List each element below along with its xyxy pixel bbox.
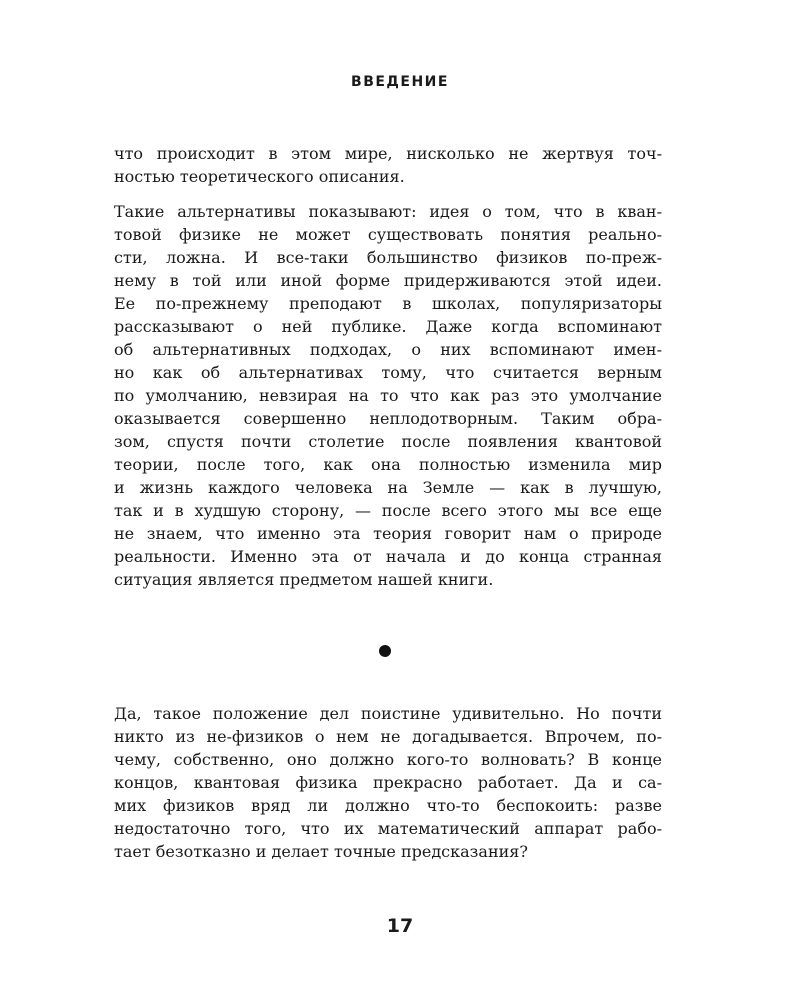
- text-line: реальности. Именно эта от начала и до конца странная: [114, 547, 662, 566]
- text-line: ситуация является предметом нашей книги.: [114, 570, 494, 589]
- page-number: 17: [386, 915, 414, 937]
- paragraph-1: [114, 142, 662, 188]
- text-line: нему в той или иной форме придерживаются этой идеи.: [114, 271, 662, 290]
- text-line: оказывается совершенно неплодотворным. Таким обра-: [114, 409, 662, 428]
- text-line: концов, квантовая физика прекрасно работает. Да и са-: [114, 773, 662, 792]
- text-line: так и в худшую сторону, — после всего этого мы все еще: [114, 501, 662, 520]
- text-line: ностью теоретического описания.: [114, 167, 405, 186]
- paragraph-3: [114, 702, 662, 863]
- section-separator-dot: [379, 645, 391, 657]
- text-line: Ее по-прежнему преподают в школах, популяризаторы: [114, 294, 662, 313]
- paragraph-2: [114, 200, 662, 591]
- text-line: товой физике не может существовать понятия реально-: [114, 225, 662, 244]
- text-line: теории, после того, как она полностью изменила мир: [114, 455, 662, 474]
- text-line: Да, такое положение дел поистине удивительно. Но почти: [114, 704, 662, 723]
- text-line: и жизнь каждого человека на Земле — как в лучшую,: [114, 478, 662, 497]
- text-line: зом, спустя почти столетие после появления квантовой: [114, 432, 662, 451]
- text-line: не знаем, что именно эта теория говорит нам о природе: [114, 524, 662, 543]
- text-line: об альтернативных подходах, о них вспоминают имен-: [114, 340, 662, 359]
- running-head: ВВЕДЕНИЕ: [351, 74, 449, 90]
- text-line: никто из не-физиков о нем не догадывается. Впрочем, по-: [114, 727, 662, 746]
- text-line: рассказывают о ней публике. Даже когда вспоминают: [114, 317, 662, 336]
- text-line: Такие альтернативы показывают: идея о том, что в кван-: [114, 202, 662, 221]
- text-line: сти, ложна. И все-таки большинство физиков по-преж-: [114, 248, 662, 267]
- text-line: мих физиков вряд ли должно что-то беспокоить: разве: [114, 796, 662, 815]
- text-line: по умолчанию, невзирая на то что как раз это умолчание: [114, 386, 662, 405]
- text-line: что происходит в этом мире, нисколько не жертвуя точ-: [114, 144, 662, 163]
- text-line: но как об альтернативах тому, что считается верным: [114, 363, 662, 382]
- text-line: чему, собственно, оно должно кого-то волновать? В конце: [114, 750, 662, 769]
- text-line: недостаточно того, что их математический аппарат рабо-: [114, 819, 662, 838]
- text-line: тает безотказно и делает точные предсказания?: [114, 842, 528, 861]
